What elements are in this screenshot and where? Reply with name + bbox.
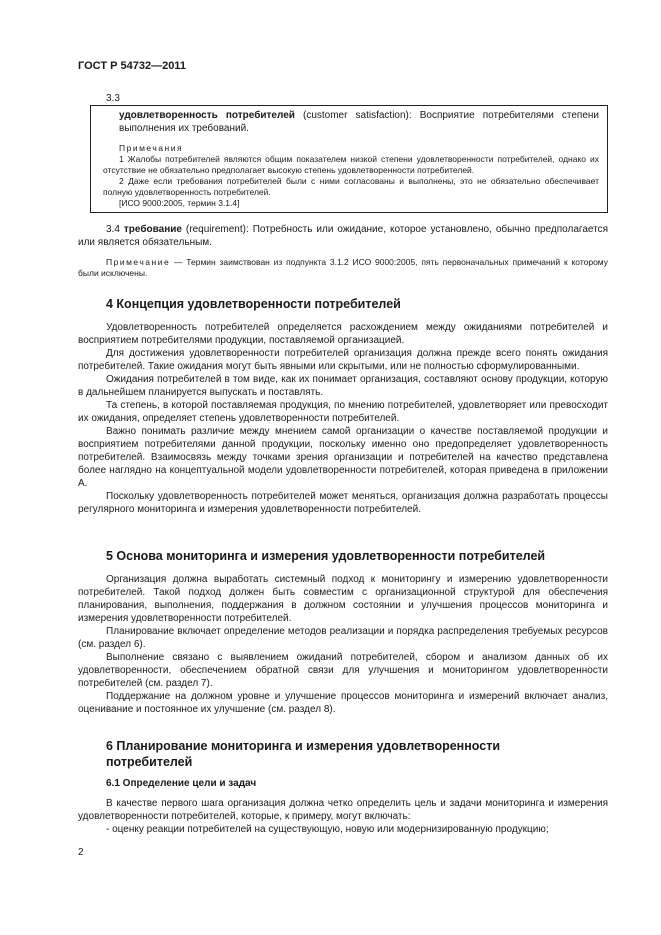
section-6 — [78, 738, 608, 836]
paragraph: Выполнение связано с выявлением ожиданий потребителей, сбором и анализом данных об их удовлетворенности, обеспечением обратной связи для улучшения и мониторингом удовлетворенности потребителей (см. раздел 7). — [78, 652, 608, 689]
document-header: ГОСТ Р 54732—2011 — [78, 60, 186, 72]
term-name: удовлетворенность потребителей — [119, 110, 295, 121]
paragraph: Важно понимать различие между мнением самой организации о качестве поставляемой продукции и восприятием потребителями данной продукции, поскольку именно оно предопределяет удовлетворенность потребителей. Взаимосвязь между точками зрения организации и потребителей на качество представлена более наглядно на концептуальной модели удовлетворенности потребителей, которая приведена в приложении А. — [78, 426, 608, 489]
clause-number: 3.3 — [106, 93, 120, 104]
term-box — [90, 105, 608, 213]
term-text: (requirement): Потребность или ожидание, которое установлено, обычно предполагается или является обязательным. — [78, 224, 608, 248]
paragraph: Ожидания потребителей в том виде, как их понимает организация, составляют основу продукции, которую в дальнейшем планируется выпускать и поставлять. — [78, 374, 608, 398]
page-number: 2 — [78, 847, 84, 858]
section-title: 6 Планирование мониторинга и измерения удовлетворенности потребителей — [106, 739, 501, 769]
note-2: 2 Даже если требования потребителей были с ними согласованы и выполнены, это не обязательно обеспечивает полную удовлетворенность потребителей. — [103, 176, 599, 197]
reference: [ИСО 9000:2005, термин 3.1.4] — [119, 198, 240, 208]
paragraph: Планирование включает определение методов реализации и порядка распределения требуемых ресурсов (см. раздел 6). — [78, 626, 608, 650]
note-1: 1 Жалобы потребителей являются общим показателем низкой степени удовлетворенности потребителей, однако их отсутствие не обязательно предполагает высокую степень удовлетворенности потребителей. — [103, 154, 599, 175]
subsection-title: 6.1 Определение цели и задач — [106, 778, 257, 789]
clause-number: 3.4 — [106, 224, 124, 235]
term-definition — [103, 109, 599, 135]
paragraph: Поскольку удовлетворенность потребителей может меняться, организация должна разработать процессы регулярного мониторинга и измерения удовлетворенности потребителей. — [78, 491, 608, 515]
notes-title: Примечания — [119, 143, 184, 153]
section-4 — [78, 296, 608, 516]
clause-3-3 — [78, 92, 608, 213]
term-text: (customer satisfaction): Восприятие потребителями степени выполнения их требований. — [119, 110, 599, 134]
paragraph: Для достижения удовлетворенности потребителей организация должна прежде всего понять ожидания потребителей. Такие ожидания могут быть явными или скрытыми, или не полностью сформулированными. — [78, 348, 608, 372]
term-name: требование — [123, 224, 182, 235]
paragraph: В качестве первого шага организация должна четко определить цель и задачи мониторинга и измерения удовлетворенности потребителей, которые, к примеру, могут включать: — [78, 798, 608, 822]
note-label: Примечание — [106, 257, 171, 267]
note-text: — Термин заимствован из подпункта 3.1.2 ИСО 9000:2005, пять первоначальных примечаний к которому были исключены. — [78, 257, 608, 278]
clause-3-4 — [78, 223, 608, 279]
paragraph: Организация должна выработать системный подход к мониторингу и измерению удовлетворенности потребителей. Такой подход должен быть совместим с организационной структурой для обеспечения планирования, выполнения, поддержания в должном состоянии и улучшения процессов мониторинга и измерения удовлетворенности потребителей. — [78, 574, 608, 624]
list-item: - оценку реакции потребителей на существующую, новую или модернизированную продукцию; — [106, 824, 549, 835]
section-title: 4 Концепция удовлетворенности потребителей — [106, 297, 401, 311]
note — [78, 257, 608, 279]
section-5 — [78, 548, 608, 716]
paragraph: Та степень, в которой поставляемая продукция, по мнению потребителей, удовлетворяет или превосходит их ожидания, определяет степень удовлетворенности потребителей. — [78, 400, 608, 424]
paragraph: Поддержание на должном уровне и улучшение процессов мониторинга и измерений включает анализ, оценивание и постоянное их улучшение (см. раздел 8). — [78, 691, 608, 715]
paragraph: Удовлетворенность потребителей определяется расхождением между ожиданиями потребителей и восприятием потребителями продукции, поставляемой организацией. — [78, 322, 608, 346]
section-title: 5 Основа мониторинга и измерения удовлетворенности потребителей — [106, 549, 546, 563]
term-definition — [78, 223, 608, 249]
